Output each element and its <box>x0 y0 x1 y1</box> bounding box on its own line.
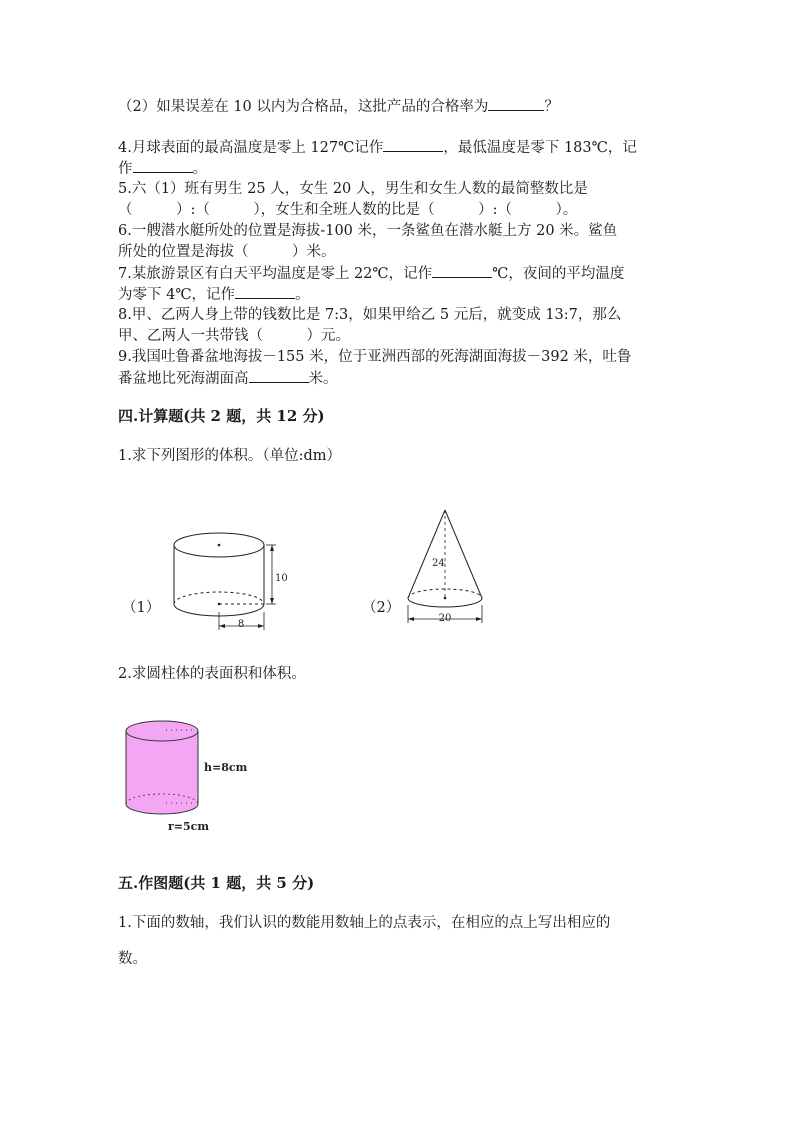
question-text: 作 <box>118 161 133 177</box>
question-9-line-1: 9.我国吐鲁番盆地海拔－155 米，位于亚洲西部的死海湖面海拔－392 米，吐鲁 <box>118 349 632 365</box>
question-text: ，最低温度是零下 183℃，记 <box>443 140 637 156</box>
question-text: 番盆地比死海湖面高 <box>118 371 249 387</box>
question-9-line-2 <box>118 368 338 389</box>
question-4-line-1 <box>118 137 637 158</box>
question-text: 为零下 4℃，记作 <box>118 287 236 303</box>
section-5-question-1-line-1: 1.下面的数轴，我们认识的数能用数轴上的点表示，在相应的点上写出相应的 <box>118 915 611 931</box>
question-6-line-1: 6.一艘潜水艇所处的位置是海拔-100 米，一条鲨鱼在潜水艇上方 20 米。鲨鱼 <box>118 223 618 239</box>
question-text: 米。 <box>308 371 338 387</box>
question-text: ？ <box>544 99 559 115</box>
figure-2-label: （2） <box>362 600 401 616</box>
section-5-heading: 五.作图题(共 1 题，共 5 分) <box>118 874 315 892</box>
question-text: 。 <box>192 161 207 177</box>
question-5-line-1: 5.六（1）班有男生 25 人，女生 20 人，男生和女生人数的最简整数比是 <box>118 181 588 197</box>
question-7-line-1 <box>118 263 624 284</box>
pink-cylinder-figure <box>118 715 268 840</box>
question-8-line-2: 甲、乙两人一共带钱（ ）元。 <box>118 328 350 344</box>
cylinder-figure <box>160 520 290 635</box>
question-4-line-2 <box>118 158 207 179</box>
question-text: 4.月球表面的最高温度是零上 127℃记作 <box>118 140 384 156</box>
answer-blank[interactable] <box>235 284 295 299</box>
answer-blank[interactable] <box>383 137 443 152</box>
section-5-question-1-line-2: 数。 <box>118 951 147 967</box>
question-text: ℃，夜间的平均温度 <box>492 266 625 282</box>
cone-figure <box>400 505 500 630</box>
question-5-line-2: （ ）:（ ），女生和全班人数的比是（ ）:（ ）。 <box>118 202 578 218</box>
question-text: 7.某旅游景区有白天平均温度是零上 22℃，记作 <box>118 266 433 282</box>
answer-blank[interactable] <box>488 96 544 111</box>
answer-blank[interactable] <box>249 368 309 383</box>
pink-cylinder-height-label: h=8cm <box>204 761 248 774</box>
question-text: 。 <box>295 287 310 303</box>
question-7-line-2 <box>118 284 310 305</box>
cone-height-label: 24 <box>432 558 445 569</box>
pink-cylinder-radius-label: r=5cm <box>168 820 210 833</box>
section-4-question-1: 1.求下列图形的体积。（单位:dm） <box>118 448 342 464</box>
cone-diameter-label: 20 <box>438 613 452 624</box>
cylinder-height-label: 10 <box>275 573 288 584</box>
section-4-question-2: 2.求圆柱体的表面积和体积。 <box>118 666 306 682</box>
cylinder-radius-label: 8 <box>237 619 245 630</box>
question-8-line-1: 8.甲、乙两人身上带的钱数比是 7:3，如果甲给乙 5 元后，就变成 13:7，那么 <box>118 307 622 323</box>
question-6-line-2: 所处的位置是海拔（ ）米。 <box>118 244 336 260</box>
section-4-heading: 四.计算题(共 2 题，共 12 分) <box>118 407 325 425</box>
answer-blank[interactable] <box>432 263 492 278</box>
question-text: （2）如果误差在 10 以内为合格品，这批产品的合格率为 <box>118 99 489 115</box>
question-prev-2 <box>118 96 559 117</box>
answer-blank[interactable] <box>133 158 193 173</box>
figure-1-label: （1） <box>122 600 161 616</box>
